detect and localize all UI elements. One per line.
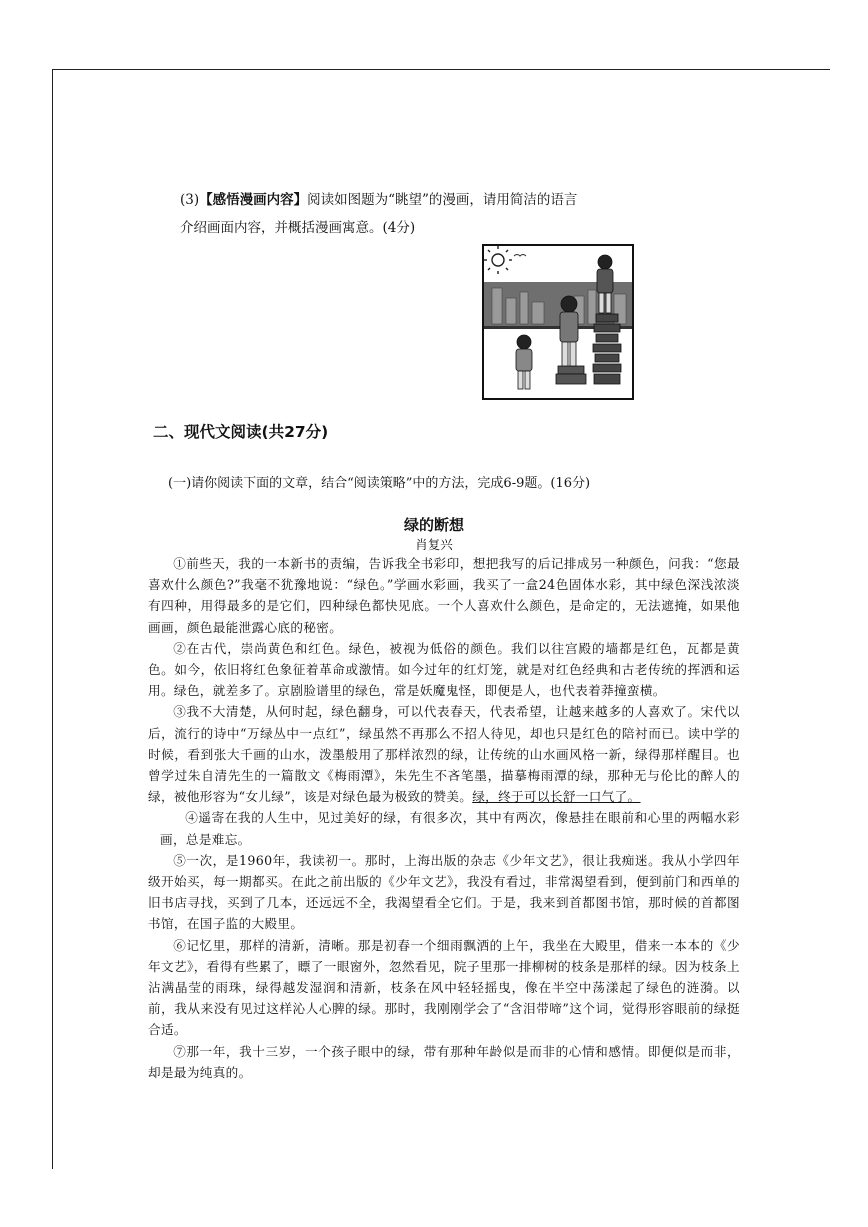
- underlined-sentence: 绿，终于可以长舒一口气了。: [472, 789, 641, 805]
- section-instruction: (一)请你阅读下面的文章，结合“阅读策略”中的方法，完成6-9题。(16分): [168, 476, 591, 491]
- cartoon-drawing: [484, 246, 632, 398]
- article-author: 肖复兴: [415, 537, 453, 552]
- paragraph-3: ③我不大清楚，从何时起，绿色翻身，可以代表春天，代表希望，让越来越多的人喜欢了。宋代以后，流行的诗中“万绿丛中一点红”，绿虽然不再那么不招人待见，却也只是红色的陪衬而已。读中学的时候，看到张大千画的山水，泼墨般用了那样浓烈的绿，让传统的山水画风格一新，绿得那样醒目。也曾学过朱自清先生的一篇散文《梅雨潭》，朱先生不吝笔墨，描摹梅雨潭的绿，那种无与伦比的醉人的绿，被他形容为“女儿绿”，该是对绿色最为极致的赞美。绿，终于可以长舒一口气了。: [148, 704, 740, 805]
- section-title: 二、现代文阅读(共27分): [153, 423, 329, 441]
- question-tag: 【感悟漫画内容】: [199, 192, 308, 208]
- paragraph-4: ④遥寄在我的人生中，见过美好的绿，有很多次，其中有两次，像悬挂在眼前和心里的两幅水彩画，总是难忘。: [160, 810, 740, 847]
- paragraph-6: ⑥记忆里，那样的清新，清晰。那是初春一个细雨飘洒的上午，我坐在大殿里，借来一本本的《少年文艺》，看得有些累了，瞟了一眼窗外，忽然看见，院子里那一排柳树的枝条是那样的绿。因为枝条上沾满晶莹的雨珠，绿得越发湿润和清新，枝条在风中轻轻摇曳，像在半空中荡漾起了绿色的涟漪。以前，我从来没有见过这样沁人心脾的绿。那时，我刚刚学会了“含泪带啼”这个词，觉得形容眼前的绿挺合适。: [148, 937, 740, 1038]
- page-frame-left: [52, 69, 53, 1169]
- question-number: (3): [180, 192, 200, 208]
- question-text-line2: 介绍画面内容，并概括漫画寓意。(4分): [180, 220, 416, 236]
- paragraph-2: ②在古代，崇尚黄色和红色。绿色，被视为低俗的颜色。我们以往宫殿的墙都是红色，瓦都是黄色。如今，依旧将红色象征着革命或激情。如今过年的红灯笼，就是对红色经典和古老传统的挥洒和运用。绿色，就差多了。京剧脸谱里的绿色，常是妖魔鬼怪，即便是人，也代表着莽撞蛮横。: [148, 640, 740, 699]
- paragraph-5: ⑤一次，是1960年，我读初一。那时，上海出版的杂志《少年文艺》，很让我痴迷。我从小学四年级开始买，每一期都买。在此之前出版的《少年文艺》，我没有看过，非常渴望看到，便到前门和西单的旧书店寻找，买到了几本，还远远不全，我渴望看全它们。于是，我来到首都图书馆，那时候的首都图书馆，在国子监的大殿里。: [148, 852, 740, 932]
- question-3: [180, 186, 640, 242]
- question-text-line1: 阅读如图题为“眺望”的漫画，请用简洁的语言: [307, 192, 578, 208]
- paragraph-1: ①前些天，我的一本新书的责编，告诉我全书彩印，想把我写的后记排成另一种颜色，问我：“您最喜欢什么颜色?”我毫不犹豫地说：“绿色。”学画水彩画，我买了一盒24色固体水彩，其中绿色深浅浓淡有四种，用得最多的是它们，四种绿色都快见底。一个人喜欢什么颜色，是命定的，无法遮掩，如果他画画，颜色最能泄露心底的秘密。: [148, 556, 740, 635]
- article-body: [148, 553, 740, 1083]
- cartoon-image: [482, 244, 634, 400]
- paragraph-7: ⑦那一年，我十三岁，一个孩子眼中的绿，带有那种年龄似是而非的心情和感情。即便似是而非，却是最为纯真的。: [148, 1043, 740, 1080]
- article-title: 绿的断想: [403, 516, 464, 534]
- page-frame-top: [52, 69, 830, 70]
